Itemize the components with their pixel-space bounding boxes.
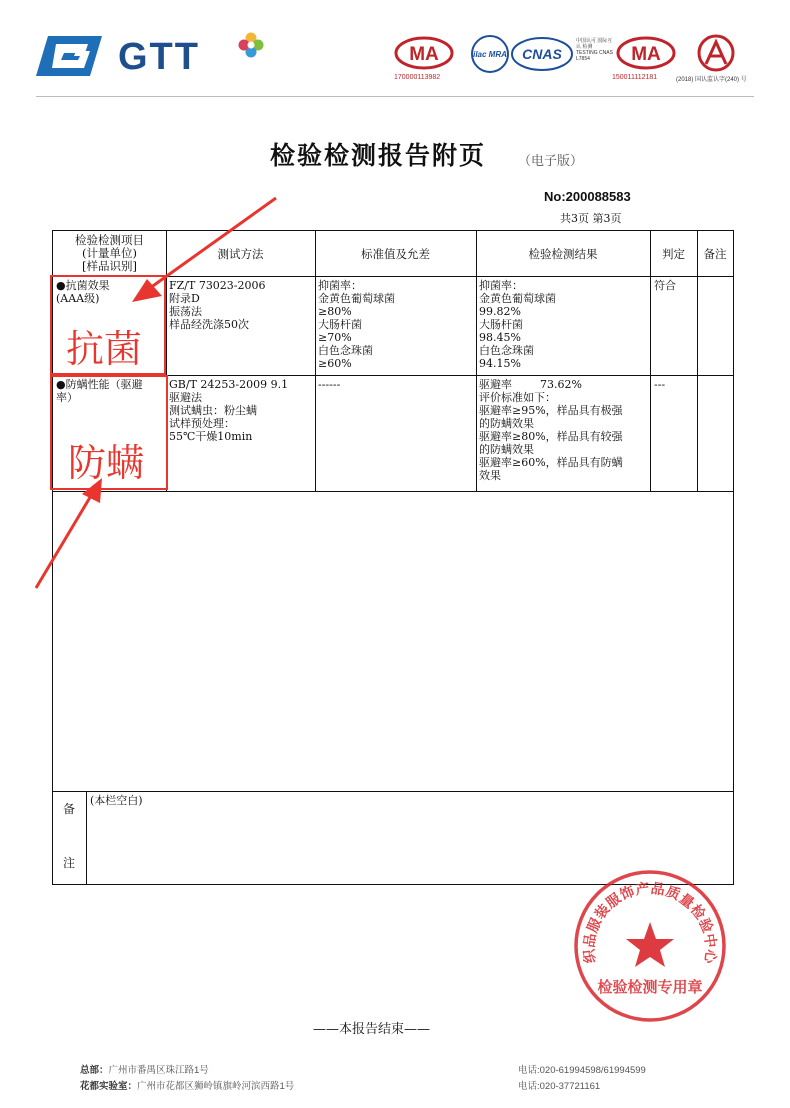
row2-method: GB/T 24253-2009 9.1 驱避法 测试螨虫：粉尘螨 试样预处理： 55℃干燥10min — [169, 378, 289, 443]
row1-standard: 抑菌率： 金黄色葡萄球菌 ≥80% 大肠杆菌 ≥70% 白色念珠菌 ≥60% — [318, 279, 395, 370]
row1-item: ●抗菌效果 (AAA级) — [56, 279, 110, 305]
row2-item: ●防螨性能（驱避 率） — [56, 378, 143, 404]
row1-result: 抑菌率： 金黄色葡萄球菌 99.82% 大肠杆菌 98.45% 白色念珠菌 94.15% — [479, 279, 556, 370]
svg-text:国家纺织品服装服饰产品质量检验中心(广州): 织品服装服饰产品质量检验中心 — [581, 880, 719, 965]
row1-judgement: 符合 — [654, 279, 676, 292]
hq-phone: 电话:020-61994598/61994599 — [518, 1065, 646, 1076]
header-method: 测试方法 — [217, 247, 264, 261]
anti-mite-label: 防螨 — [68, 441, 145, 485]
report-number: No:200088583 — [544, 189, 631, 204]
lab-phone: 电话:020-37721161 — [518, 1081, 601, 1092]
header-standard: 标准值及允差 — [361, 247, 430, 261]
arrow-to-antibacterial-icon — [132, 198, 276, 302]
svg-text:MA: MA — [409, 44, 439, 65]
row2-standard: ------ — [318, 378, 341, 391]
remarks-label-bottom: 注 — [63, 856, 76, 870]
page-title: 检验检测报告附页 — [270, 141, 487, 170]
header-remark: 备注 — [703, 247, 727, 261]
antibacterial-label: 抗菌 — [66, 327, 143, 371]
cma-cert-number-2: 150011112181 — [612, 74, 658, 81]
page-info: 共3页 第3页 — [560, 212, 622, 225]
cma-cert-number: 170000113982 — [394, 74, 441, 81]
row2-judgement: --- — [654, 378, 666, 391]
remarks-label-top: 备 — [63, 802, 76, 816]
header-judgement: 判定 — [662, 247, 685, 261]
edition-label: （电子版） — [518, 154, 584, 169]
report-end-line: ——本报告结束—— — [313, 1022, 431, 1037]
svg-text:MA: MA — [631, 44, 661, 65]
cma-cert-note: (2018) 国认监认字(240) 号 — [676, 77, 747, 83]
svg-text:ilac MRA: ilac MRA — [473, 50, 507, 59]
cnas-caption: 中国认可 国际互认 检测 TESTING CNAS L7854 — [576, 38, 613, 62]
row1-method: FZ/T 73023-2006 附录D 振荡法 样品经洗涤50次 — [169, 279, 266, 331]
lab-address: 花都实验室：广州市花都区狮岭镇旗岭河滨西路1号 — [80, 1081, 295, 1092]
remarks-text: (本栏空白) — [90, 794, 143, 807]
svg-text:CNAS: CNAS — [522, 46, 562, 62]
arrow-to-anti-mite-icon — [36, 478, 102, 588]
svg-text:检验检测专用章: 检验检测专用章 — [597, 978, 703, 996]
official-seal-icon — [572, 868, 728, 1024]
header-result: 检验检测结果 — [528, 247, 598, 261]
brand-name: GTT — [118, 36, 200, 78]
row2-result: 驱避率 73.62% 评价标准如下： 驱避率≥95%，样品具有极强 的防螨效果 驱避率≥80%，样品具有较强 的防螨效果 驱避率≥60%，样品具有防螨 效果 — [479, 378, 623, 482]
header-item: 检验检测项目 (计量单位) [样品识别] — [75, 233, 144, 273]
hq-address: 总部：广州市番禺区珠江路1号 — [80, 1065, 209, 1076]
